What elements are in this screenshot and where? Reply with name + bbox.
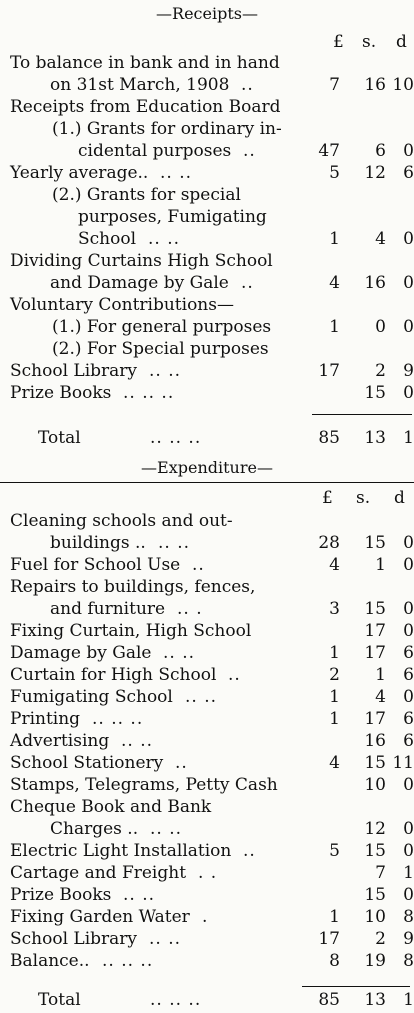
amount-pence: 0	[403, 841, 414, 861]
ledger-item-description: on 31st March, 1908	[50, 75, 230, 95]
ledger-item-description: Balance..	[10, 951, 90, 971]
ledger-item-description: Dividing Curtains High School	[10, 251, 273, 271]
amount-shillings: 1	[375, 665, 386, 685]
ledger-row	[10, 884, 414, 906]
ledger-row	[10, 532, 414, 554]
amount-shillings: 12	[364, 819, 386, 839]
amount-shillings: 4	[375, 229, 386, 249]
ledger-item-description: (2.) For Special purposes	[52, 339, 269, 359]
ledger-row	[10, 818, 414, 840]
ledger-row	[10, 510, 414, 532]
amount-shillings: 4	[375, 687, 386, 707]
receipts-heading: —Receipts—	[156, 4, 258, 23]
ledger-row	[10, 906, 414, 928]
amount-pence: 0	[403, 141, 414, 161]
amount-pence: 0	[403, 317, 414, 337]
ledger-item-description: School	[78, 229, 137, 249]
amount-pounds: 47	[318, 141, 340, 161]
dot-leader: .. ..	[123, 885, 156, 905]
expenditure-total-rule	[302, 986, 410, 987]
amount-pounds: 3	[329, 599, 340, 619]
dot-leader: .. ..	[149, 929, 182, 949]
ledger-row	[10, 74, 414, 96]
ledger-item-description: Damage by Gale	[10, 643, 152, 663]
receipts-total-rule	[312, 414, 412, 415]
dot-leader: ..	[175, 753, 188, 773]
total-label: Total	[38, 990, 81, 1010]
amount-shillings: 17	[364, 709, 386, 729]
dot-leader: ..	[241, 273, 254, 293]
ledger-row	[10, 184, 414, 206]
expenditure-top-rule	[0, 482, 414, 483]
ledger-row	[10, 272, 414, 294]
amount-pounds: 1	[329, 229, 340, 249]
ledger-item-description: (1.) Grants for ordinary in-	[52, 119, 282, 139]
amount-pounds: 8	[329, 951, 340, 971]
amount-pence: 0	[403, 819, 414, 839]
ledger-row	[10, 752, 414, 774]
amount-pence: 0	[403, 885, 414, 905]
dot-leader: . .	[198, 863, 218, 883]
receipts-shillings-header: s.	[362, 32, 377, 52]
dot-leader: .. ..	[148, 229, 181, 249]
amount-pence: 9	[403, 929, 414, 949]
ledger-item-description: buildings ..	[50, 533, 146, 553]
ledger-item-description: Receipts from Education Board	[10, 97, 281, 117]
dot-leader: ..	[243, 841, 256, 861]
amount-pence: 10	[392, 75, 414, 95]
ledger-item-description: Charges ..	[50, 819, 139, 839]
amount-pounds: 1	[329, 709, 340, 729]
amount-shillings: 16	[364, 273, 386, 293]
amount-pence: 9	[403, 361, 414, 381]
amount-pence: 0	[403, 599, 414, 619]
amount-shillings: 1	[375, 555, 386, 575]
amount-shillings: 0	[375, 317, 386, 337]
amount-pence: 6	[403, 731, 414, 751]
amount-shillings: 15	[364, 841, 386, 861]
amount-pounds: 17	[318, 361, 340, 381]
dot-leader: .. ..	[185, 687, 218, 707]
amount-shillings: 16	[364, 731, 386, 751]
dot-leader: .. .	[177, 599, 203, 619]
ledger-row	[10, 576, 414, 598]
ledger-row	[10, 664, 414, 686]
ledger-row	[10, 686, 414, 708]
amount-shillings: 15	[364, 599, 386, 619]
amount-shillings: 7	[375, 863, 386, 883]
ledger-item-description: Fixing Curtain, High School	[10, 621, 252, 641]
total-shillings: 13	[364, 428, 386, 448]
dot-leader: .. .. ..	[102, 951, 154, 971]
amount-shillings: 12	[364, 163, 386, 183]
ledger-row	[10, 52, 414, 74]
ledger-item-description: cidental purposes	[78, 141, 232, 161]
amount-shillings: 10	[364, 907, 386, 927]
ledger-row	[10, 708, 414, 730]
amount-pounds: 4	[329, 555, 340, 575]
expenditure-total-row	[10, 989, 414, 1011]
total-leader: .. .. ..	[150, 428, 202, 448]
dot-leader: .. ..	[163, 643, 196, 663]
amount-pence: 8	[403, 907, 414, 927]
amount-shillings: 19	[364, 951, 386, 971]
amount-pounds: 1	[329, 643, 340, 663]
ledger-row	[10, 382, 414, 404]
dot-leader: ..	[241, 75, 254, 95]
dot-leader: .	[202, 907, 209, 927]
amount-pence: 0	[403, 775, 414, 795]
amount-pounds: 4	[329, 273, 340, 293]
ledger-item-description: (2.) Grants for special	[52, 185, 241, 205]
ledger-row	[10, 338, 414, 360]
amount-shillings: 15	[364, 753, 386, 773]
ledger-row	[10, 228, 414, 250]
dot-leader: .. .. ..	[123, 383, 175, 403]
amount-pounds: 5	[329, 163, 340, 183]
dot-leader: .. ..	[158, 533, 191, 553]
amount-pence: 6	[403, 163, 414, 183]
amount-pounds: 4	[329, 753, 340, 773]
ledger-row	[10, 206, 414, 228]
total-leader: .. .. ..	[150, 990, 202, 1010]
amount-pounds: 1	[329, 317, 340, 337]
dot-leader: .. ..	[160, 163, 193, 183]
ledger-item-description: Fuel for School Use	[10, 555, 181, 575]
ledger-item-description: To balance in bank and in hand	[10, 53, 280, 73]
ledger-item-description: Cartage and Freight	[10, 863, 187, 883]
amount-shillings: 10	[364, 775, 386, 795]
amount-pence: 0	[403, 229, 414, 249]
ledger-row	[10, 950, 414, 972]
ledger-item-description: Repairs to buildings, fences,	[10, 577, 256, 597]
amount-pence: 0	[403, 621, 414, 641]
ledger-item-description: Prize Books	[10, 885, 112, 905]
ledger-item-description: School Library	[10, 361, 138, 381]
ledger-row	[10, 840, 414, 862]
expenditure-shillings-header: s.	[356, 488, 371, 508]
amount-pence: 0	[403, 273, 414, 293]
dot-leader: .. ..	[121, 731, 154, 751]
receipts-pence-header: d	[396, 32, 407, 52]
ledger-item-description: Cleaning schools and out-	[10, 511, 233, 531]
expenditure-heading: —Expenditure—	[141, 458, 273, 477]
ledger-item-description: Stamps, Telegrams, Petty Cash	[10, 775, 278, 795]
ledger-row	[10, 554, 414, 576]
ledger-row	[10, 140, 414, 162]
ledger-row	[10, 118, 414, 140]
ledger-item-description: Advertising	[10, 731, 110, 751]
amount-pence: 6	[403, 665, 414, 685]
amount-shillings: 17	[364, 621, 386, 641]
ledger-row	[10, 96, 414, 118]
total-pence: 1	[403, 428, 414, 448]
amount-shillings: 15	[364, 885, 386, 905]
ledger-item-description: Yearly average..	[10, 163, 149, 183]
amount-pence: 6	[403, 709, 414, 729]
amount-shillings: 2	[375, 361, 386, 381]
amount-pence: 0	[403, 555, 414, 575]
dot-leader: .. ..	[149, 361, 182, 381]
receipts-total-row	[10, 427, 414, 449]
ledger-row	[10, 294, 414, 316]
amount-shillings: 17	[364, 643, 386, 663]
ledger-row	[10, 774, 414, 796]
amount-shillings: 15	[364, 533, 386, 553]
expenditure-pence-header: d	[394, 488, 405, 508]
total-pounds: 85	[318, 990, 340, 1010]
ledger-row	[10, 316, 414, 338]
ledger-item-description: and furniture	[50, 599, 166, 619]
receipts-pounds-header: £	[333, 32, 344, 52]
ledger-item-description: (1.) For general purposes	[52, 317, 272, 337]
ledger-row	[10, 360, 414, 382]
amount-shillings: 15	[364, 383, 386, 403]
amount-pounds: 28	[318, 533, 340, 553]
amount-pence: 0	[403, 533, 414, 553]
ledger-row	[10, 162, 414, 184]
amount-shillings: 6	[375, 141, 386, 161]
ledger-item-description: Curtain for High School	[10, 665, 217, 685]
amount-pounds: 1	[329, 687, 340, 707]
ledger-row	[10, 796, 414, 818]
total-shillings: 13	[364, 990, 386, 1010]
ledger-row	[10, 730, 414, 752]
amount-pence: 11	[392, 753, 414, 773]
total-pounds: 85	[318, 428, 340, 448]
amount-pounds: 17	[318, 929, 340, 949]
amount-pounds: 1	[329, 907, 340, 927]
ledger-item-description: purposes, Fumigating	[78, 207, 267, 227]
amount-pence: 0	[403, 383, 414, 403]
ledger-item-description: Electric Light Installation	[10, 841, 232, 861]
dot-leader: ..	[192, 555, 205, 575]
ledger-item-description: Fumigating School	[10, 687, 173, 707]
ledger-item-description: Printing	[10, 709, 81, 729]
amount-shillings: 16	[364, 75, 386, 95]
ledger-item-description: Fixing Garden Water	[10, 907, 190, 927]
ledger-row	[10, 862, 414, 884]
amount-pence: 8	[403, 951, 414, 971]
dot-leader: ..	[228, 665, 241, 685]
ledger-item-description: Cheque Book and Bank	[10, 797, 212, 817]
dot-leader: .. ..	[150, 819, 183, 839]
amount-pence: 1	[403, 863, 414, 883]
ledger-item-description: Prize Books	[10, 383, 112, 403]
total-pence: 1	[403, 990, 414, 1010]
total-label: Total	[38, 428, 81, 448]
expenditure-pounds-header: £	[322, 488, 333, 508]
ledger-item-description: School Library	[10, 929, 138, 949]
ledger-row	[10, 928, 414, 950]
amount-pence: 0	[403, 687, 414, 707]
amount-pounds: 2	[329, 665, 340, 685]
ledger-item-description: and Damage by Gale	[50, 273, 229, 293]
ledger-row	[10, 620, 414, 642]
dot-leader: .. .. ..	[92, 709, 144, 729]
amount-pence: 6	[403, 643, 414, 663]
ledger-row	[10, 250, 414, 272]
ledger-item-description: Voluntary Contributions—	[10, 295, 234, 315]
ledger-row	[10, 642, 414, 664]
amount-shillings: 2	[375, 929, 386, 949]
ledger-item-description: School Stationery	[10, 753, 164, 773]
amount-pounds: 5	[329, 841, 340, 861]
ledger-row	[10, 598, 414, 620]
dot-leader: ..	[243, 141, 256, 161]
amount-pounds: 7	[329, 75, 340, 95]
